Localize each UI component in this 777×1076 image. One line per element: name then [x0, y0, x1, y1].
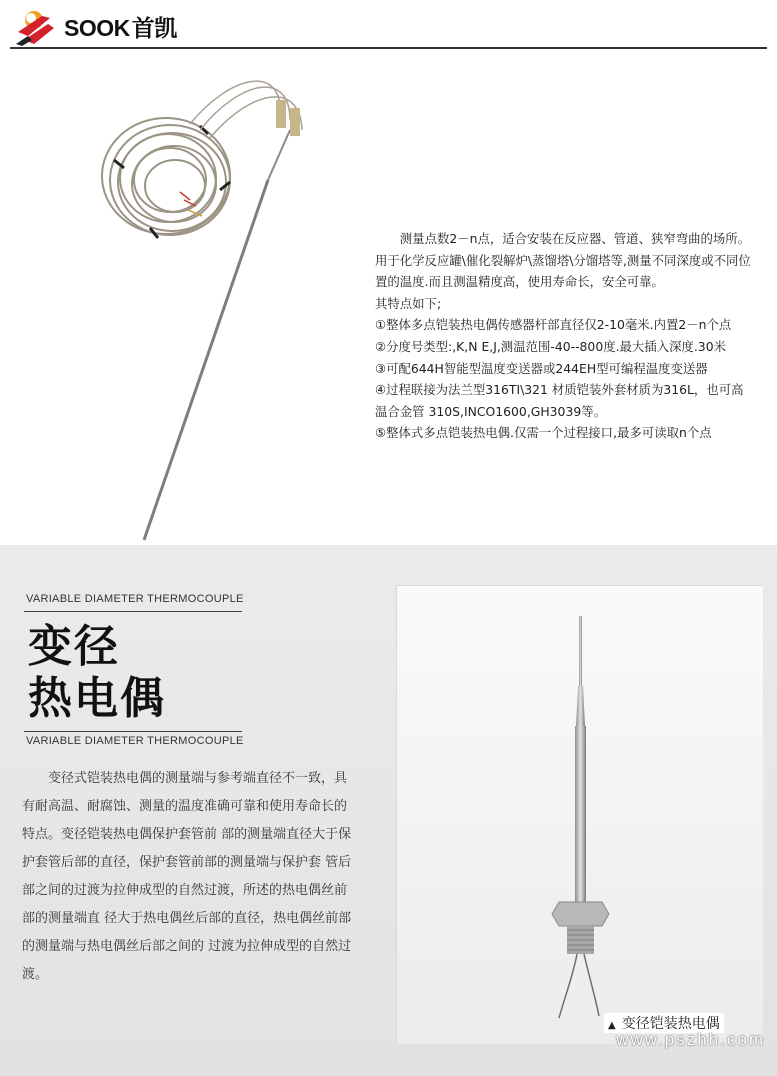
spec-feature-item: ②分度号类型:,K,N E,J,测温范围-40--800度.最大插入深度.30米 — [375, 338, 726, 354]
section-title-line2: 热电偶 — [28, 673, 166, 724]
spec-feature-item: ③可配644H智能型温度变送器或244EH型可编程温度变送器 — [375, 360, 708, 376]
brand-name — [64, 10, 177, 43]
brand-name-cn: 首凯 — [131, 15, 177, 41]
caption-triangle-icon: ▲ — [608, 1020, 616, 1031]
variable-diameter-section — [0, 545, 777, 1076]
spec-features-title: 其特点如下; — [375, 295, 442, 311]
watermark: www.pszhh.com — [616, 1030, 765, 1049]
spec-description — [375, 228, 755, 444]
section-title-line1: 变径 — [28, 621, 120, 672]
spec-feature-item: ⑤整体式多点铠装热电偶.仅需一个过程接口,最多可读取n个点 — [375, 425, 712, 441]
brand-name-en: SOOK — [64, 15, 130, 41]
section-label-en-bottom: VARIABLE DIAMETER THERMOCOUPLE — [26, 735, 244, 747]
multipoint-thermocouple-photo — [80, 60, 380, 550]
section-label-en-top: VARIABLE DIAMETER THERMOCOUPLE — [26, 593, 244, 605]
spec-intro: 测量点数2－n点，适合安装在反应器、管道、狭窄弯曲的场所。用于化学反应罐\催化裂解炉\蒸馏塔\分馏塔等,测量不同深度或不同位置的温度.而且测温精度高，使用寿命长，安全可靠。 — [375, 231, 751, 290]
title-divider-top — [24, 611, 242, 612]
caption-text: 变径铠装热电偶 — [621, 1016, 720, 1032]
title-divider-bottom — [24, 731, 242, 732]
spec-feature-item: ①整体多点铠装热电偶传感器杆部直径仅2-10毫米.内置2－n个点 — [375, 317, 732, 333]
header-divider — [10, 47, 767, 49]
multipoint-section — [0, 50, 777, 545]
section-title — [28, 621, 166, 725]
spec-feature-item: ④过程联接为法兰型316TI\321 材质铠装外套材质为316L，也可高温合金管 310S,INCO1600,GH3039等。 — [375, 382, 744, 419]
variable-diameter-thermocouple-photo — [397, 586, 763, 1044]
section-description-text: 变径式铠装热电偶的测量端与参考端直径不一致，具有耐高温、耐腐蚀、测量的温度准确可靠和使用寿命长的特点。变径铠装热电偶保护套管前 部的测量端直径大于保护套管后部的直径，保护套管前部的测量端与保护套 管后部之间的过渡为拉伸成型的自然过渡，所述的热电偶丝前部的测量端直 径大于热电偶丝后部的直径，热电偶丝前部的测量端与热电偶丝后部之间的 过渡为拉伸成型的自然过渡。 — [22, 771, 352, 982]
product-photo-frame — [396, 585, 762, 1043]
page-header — [0, 0, 777, 50]
section-description — [22, 765, 352, 989]
sook-logo-icon — [14, 6, 58, 46]
